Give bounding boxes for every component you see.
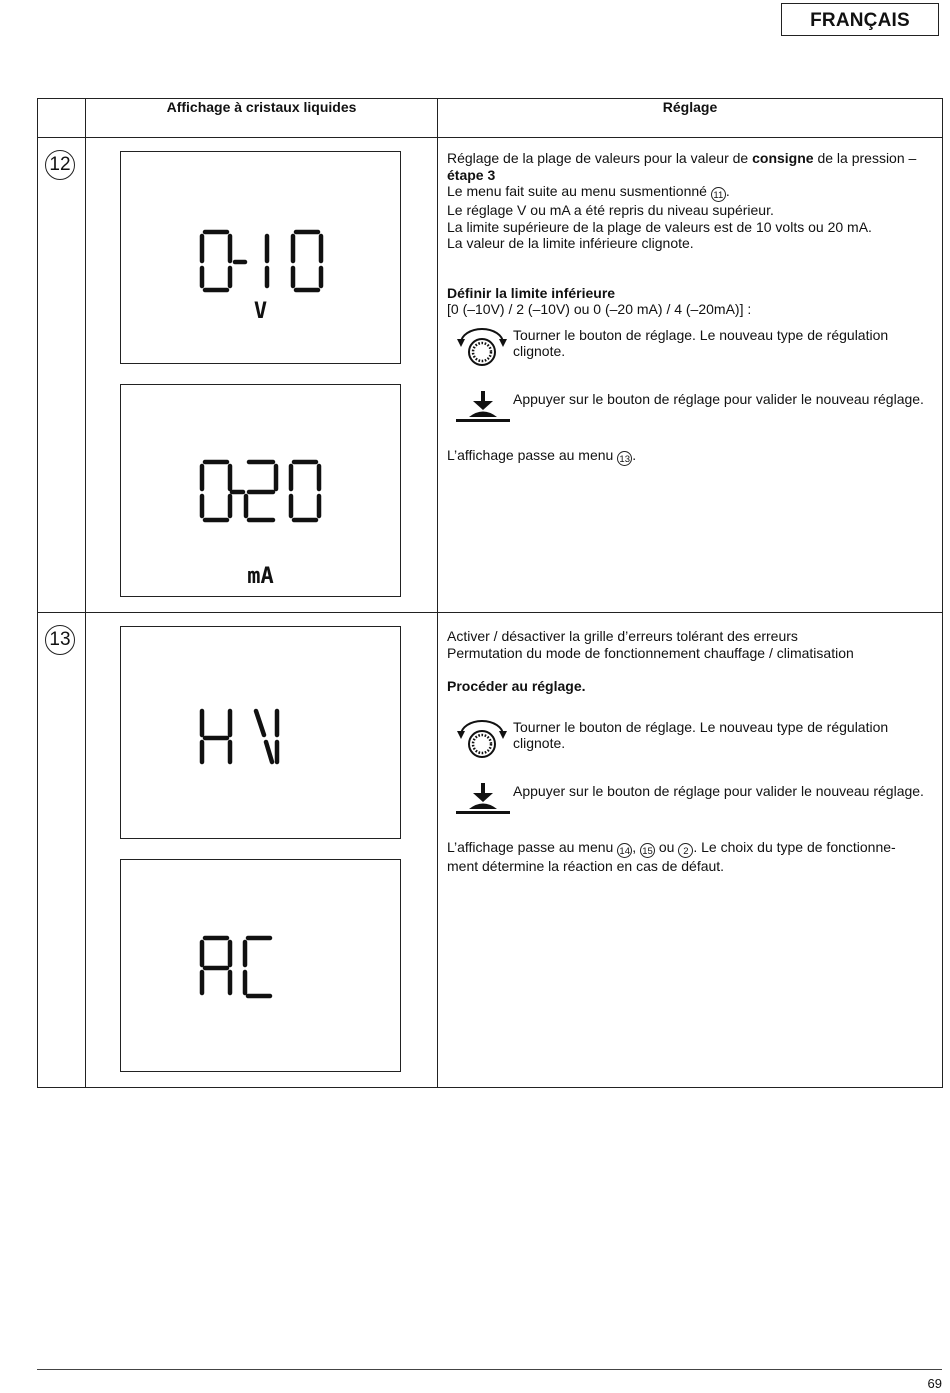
- next-menu-text-cont: ment détermine la réaction en cas de défaut.: [447, 857, 725, 874]
- info-text: La valeur de la limite inférieure clignote.: [447, 235, 694, 251]
- lcd-display: [120, 384, 401, 597]
- press-text: Appuyer sur le bouton de réglage pour valider le nouveau réglage.: [513, 782, 924, 799]
- rotary-knob-icon: [447, 719, 513, 759]
- press-knob-icon: [447, 391, 513, 431]
- lcd-digits-hv: [121, 627, 400, 838]
- lcd-unit: V: [253, 299, 268, 324]
- info-text: Activer / désactiver la grille d’erreurs tolérant des erreurs: [447, 628, 798, 644]
- settings-table: [37, 98, 943, 1088]
- info-text: Permutation du mode de fonctionnement chauffage / climatisation: [447, 644, 854, 661]
- table-row: [38, 613, 943, 1088]
- header-setting: Réglage: [438, 99, 943, 138]
- setting-text-cell: [438, 138, 943, 613]
- lcd-display: [120, 151, 401, 364]
- table-header-row: [38, 99, 943, 138]
- turn-instruction: [447, 719, 932, 759]
- lcd-cell: [86, 613, 438, 1088]
- options-text: [0 (–10V) / 2 (–10V) ou 0 (–20 mA) / 4 (–20mA)] :: [447, 301, 752, 317]
- turn-instruction: [447, 327, 932, 367]
- press-instruction: [447, 391, 932, 431]
- next-menu-text: L’affichage passe au menu 14 , 15 ou 2 . Le choix du type de fonctionne-: [447, 838, 896, 857]
- row-number: 13: [45, 625, 75, 655]
- lcd-cell: [86, 138, 438, 613]
- menu-ref-badge: 15: [640, 843, 655, 858]
- press-instruction: [447, 783, 932, 823]
- setting-text-cell: [438, 613, 943, 1088]
- header-empty: [38, 99, 86, 138]
- lcd-display: [120, 626, 401, 839]
- procedure-title: Procéder au réglage.: [447, 678, 586, 694]
- subsection-title: Définir la limite inférieure: [447, 284, 616, 301]
- lcd-digits-0-10: [121, 152, 400, 363]
- info-text: La limite supérieure de la plage de valeurs est de 10 volts ou 20 mA.: [447, 218, 872, 235]
- row-number: 12: [45, 150, 75, 180]
- table-row: [38, 138, 943, 613]
- row-number-cell: [38, 138, 86, 613]
- press-knob-icon: [447, 783, 513, 823]
- menu-ref-badge: 13: [617, 451, 632, 466]
- menu-ref-badge: 11: [711, 187, 726, 202]
- header-lcd: Affichage à cristaux liquides: [86, 99, 438, 138]
- row-number-cell: [38, 613, 86, 1088]
- footer-rule: [37, 1369, 942, 1370]
- lcd-display: [120, 859, 401, 1072]
- intro-text: Réglage de la plage de valeurs pour la valeur de consigne de la pression –: [447, 150, 917, 166]
- turn-text: Tourner le bouton de réglage. Le nouveau type de régulation clignote.: [513, 718, 889, 751]
- rotary-knob-icon: [447, 327, 513, 367]
- language-label: FRANÇAIS: [781, 3, 939, 36]
- next-menu-text: L’affichage passe au menu 13 .: [447, 446, 637, 465]
- menu-ref-badge: 14: [617, 843, 632, 858]
- info-text: Le réglage V ou mA a été repris du niveau supérieur.: [447, 202, 774, 218]
- press-text: Appuyer sur le bouton de réglage pour valider le nouveau réglage.: [513, 390, 924, 407]
- step-label: étape 3: [447, 166, 496, 183]
- menu-ref-text: Le menu fait suite au menu susmentionné 11 .: [447, 183, 730, 201]
- page-number: 69: [927, 1376, 942, 1391]
- lcd-unit: mA: [247, 564, 274, 589]
- menu-ref-badge: 2: [678, 843, 693, 858]
- lcd-digits-ac: [121, 860, 400, 1071]
- turn-text: Tourner le bouton de réglage. Le nouveau type de régulation clignote.: [513, 326, 889, 359]
